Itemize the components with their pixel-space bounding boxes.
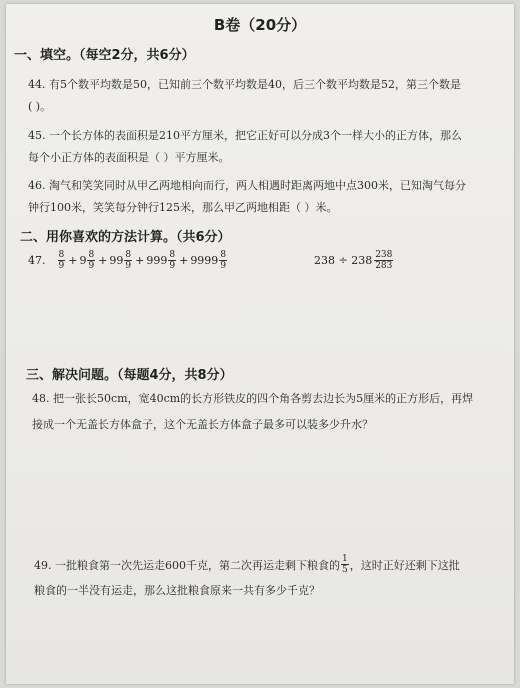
q49-line1 bbox=[34, 554, 460, 575]
q47-term bbox=[57, 250, 67, 271]
q47-expr2-denominator: 283 bbox=[375, 261, 393, 271]
q47-term-denominator: 9 bbox=[220, 261, 227, 271]
q47-term bbox=[109, 250, 133, 271]
q47-term-numerator: 8 bbox=[169, 250, 176, 260]
q49-line1-part1: 49. 一批粮食第一次先运走600千克，第二次再运走剩下粮食的 bbox=[34, 558, 340, 572]
q47-term-denominator: 9 bbox=[58, 261, 65, 271]
q45-line1: 45. 一个长方体的表面积是210平方厘米，把它正好可以分成3个一样大小的正方体，那么 bbox=[28, 129, 462, 142]
q47-number: 47. bbox=[28, 254, 46, 267]
q44-line2: ( )。 bbox=[28, 100, 52, 113]
q47-term-whole: 9999 bbox=[190, 254, 219, 267]
q47-term-fraction bbox=[219, 250, 227, 271]
q47-term-numerator: 8 bbox=[125, 250, 132, 260]
q48-line2: 接成一个无盖长方体盒子，这个无盖长方体盒子最多可以装多少升水？ bbox=[32, 418, 373, 431]
q47-expr2-fraction bbox=[374, 250, 393, 271]
q47-term-fraction bbox=[124, 250, 132, 271]
q47-operator: + bbox=[135, 254, 145, 267]
q47-term-whole: 9 bbox=[79, 254, 87, 267]
section2-heading: 二、用你喜欢的方法计算。（共6分） bbox=[20, 230, 231, 245]
q47-term-whole: 999 bbox=[146, 254, 168, 267]
q49-fraction bbox=[341, 554, 349, 575]
q46-line2: 钟行100米，笑笑每分钟行125米，那么甲乙两地相距（ ）米。 bbox=[28, 201, 338, 214]
q49-fraction-numerator: 1 bbox=[341, 554, 348, 564]
q47-expression-1 bbox=[28, 250, 228, 271]
q48-line1: 48. 把一张长50cm，宽40cm的长方形铁皮的四个角各剪去边长为5厘米的正方形后，再焊 bbox=[32, 392, 474, 405]
q47-term bbox=[79, 250, 96, 271]
q44-line1: 44. 有5个数平均数是50，已知前三个数平均数是40，后三个数平均数是52，第三个数是 bbox=[28, 78, 461, 91]
q47-term-fraction bbox=[168, 250, 176, 271]
q46-line1: 46. 淘气和笑笑同时从甲乙两地相向而行，两人相遇时距离两地中点300米，已知淘气每分 bbox=[28, 179, 466, 192]
q47-term-fraction bbox=[87, 250, 95, 271]
q49-fraction-denominator: 5 bbox=[341, 565, 348, 575]
q47-term-numerator: 8 bbox=[220, 250, 227, 260]
section1-heading: 一、填空。（每空2分，共6分） bbox=[14, 48, 195, 63]
q47-term-numerator: 8 bbox=[88, 250, 95, 260]
q47-expr2-left: 238 ÷ 238 bbox=[314, 254, 373, 267]
q47-expr2-numerator: 238 bbox=[375, 250, 393, 260]
q47-term bbox=[146, 250, 177, 271]
q47-expression-2 bbox=[314, 250, 394, 271]
q47-operator: + bbox=[98, 254, 108, 267]
q47-term-numerator: 8 bbox=[58, 250, 65, 260]
q47-term-denominator: 9 bbox=[88, 261, 95, 271]
q47-terms bbox=[57, 250, 229, 271]
paper-title: B卷（20分） bbox=[213, 16, 307, 34]
q49-line1-part2: ，这时正好还剩下这批 bbox=[349, 558, 460, 572]
q47-term bbox=[190, 250, 228, 271]
section3-heading: 三、解决问题。（每题4分，共8分） bbox=[26, 368, 233, 383]
q47-term-whole: 99 bbox=[109, 254, 124, 267]
q47-operator: + bbox=[68, 254, 78, 267]
q47-term-denominator: 9 bbox=[125, 261, 132, 271]
q49-line2: 粮食的一半没有运走，那么这批粮食原来一共有多少千克？ bbox=[34, 584, 320, 597]
q45-line2: 每个小正方体的表面积是（ ）平方厘米。 bbox=[28, 151, 230, 164]
q47-operator: + bbox=[179, 254, 189, 267]
exam-paper bbox=[6, 4, 514, 684]
q47-term-denominator: 9 bbox=[169, 261, 176, 271]
q47-term-fraction bbox=[58, 250, 66, 271]
